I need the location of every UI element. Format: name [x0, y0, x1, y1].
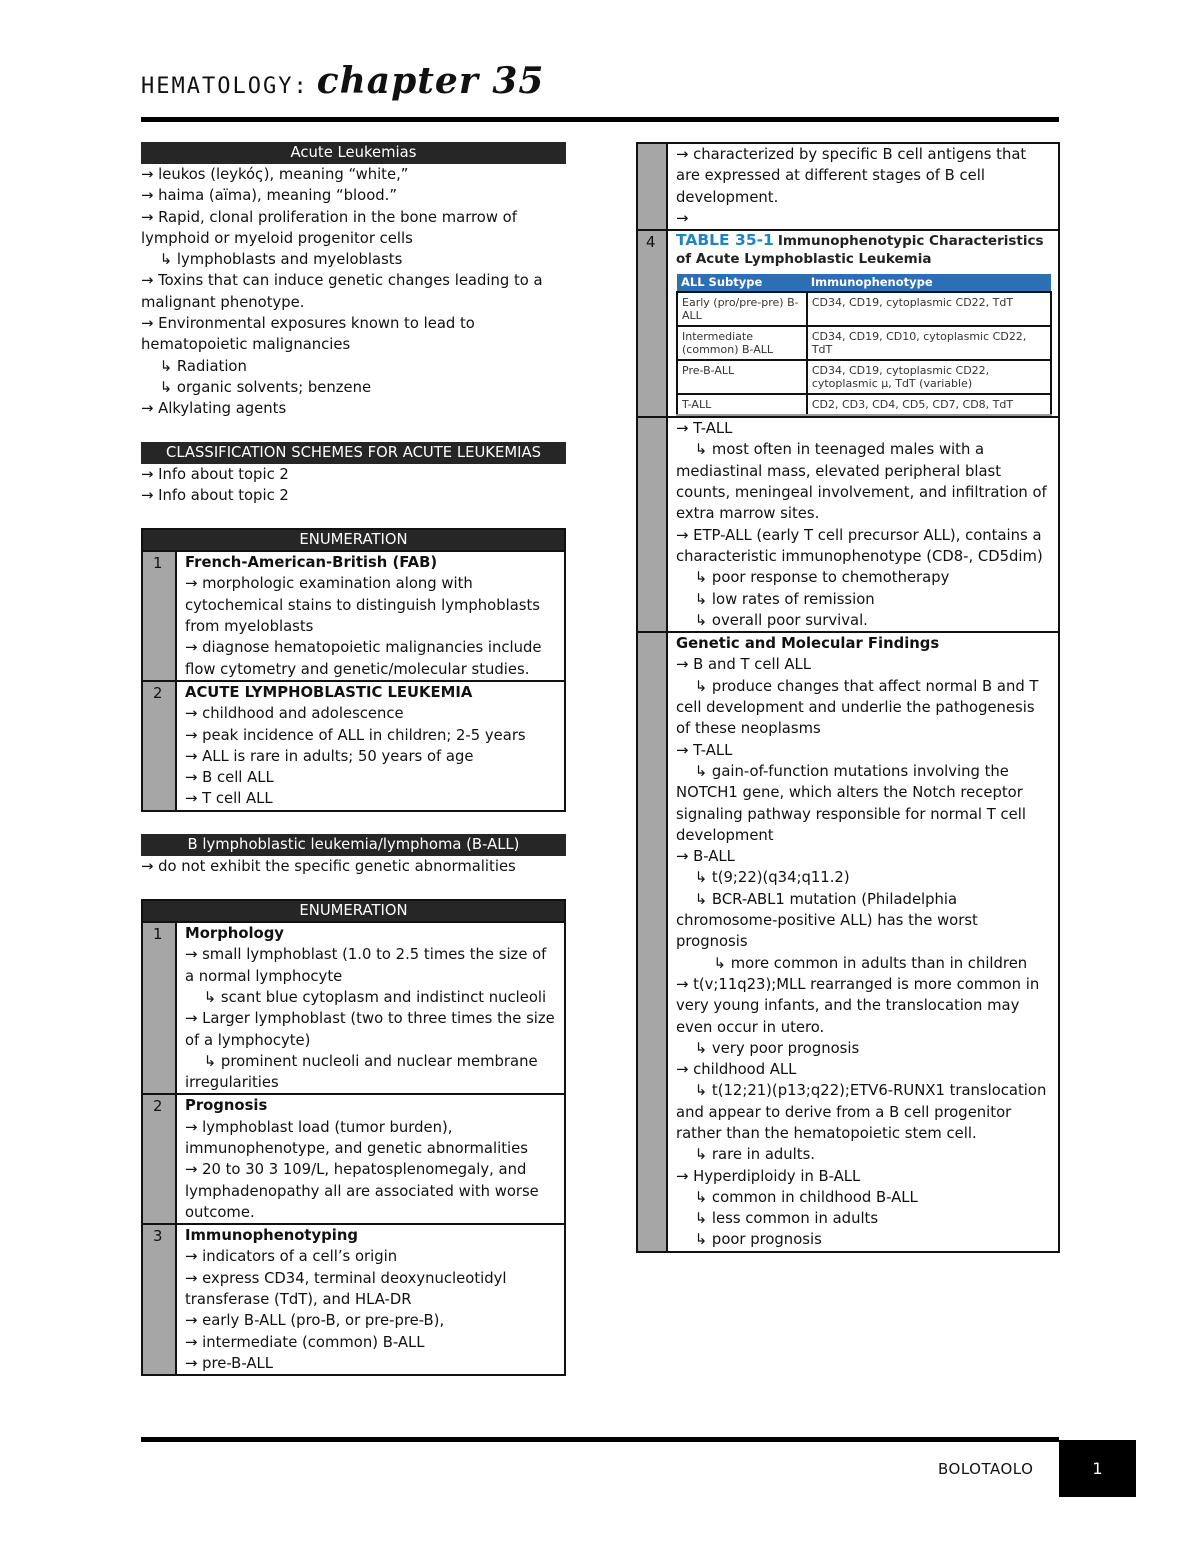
right-column: [636, 142, 1060, 1253]
row-text: → indicators of a cell’s origin → express CD34, terminal deoxynucleotidyl transferase (TdT), and HLA-DR → early B-ALL (pro-B, or pre-pre-B), → intermediate (common) B-ALL → pre-B-ALL: [185, 1248, 507, 1372]
table-cell: CD34, CD19, CD10, cytoplasmic CD22, TdT: [807, 326, 1051, 360]
row-text: → B and T cell ALL ↳ produce changes that affect normal B and T cell development and underlie the pathogenesis of these neoplasms → T-ALL ↳ gain-of-function mutations involving the NOTCH1 gene, which alters the Notch receptor signaling pathway responsible for normal T cell development → B-ALL ↳ t(9;22)(q34;q11.2) ↳ BCR-ABL1 mutation (Philadelphia chromosome-positive ALL) has the worst prognosis ↳ more common in adults than in children → t(v;11q23);MLL rearranged is more common in very young infants, and the translocation may even occur in utero. ↳ very poor prognosis → childhood ALL ↳ t(12;21)(p13;q22);ETV6-RUNX1 translocation and appear to derive from a B cell progenitor rather than the hematopoietic stem cell. ↳ rare in adults. → Hyperdiploidy in B-ALL ↳ common in childhood B-ALL ↳ less common in adults ↳ poor prognosis: [676, 656, 1047, 1249]
acute-leukemias-heading: Acute Leukemias: [141, 142, 566, 164]
table-row: [142, 922, 565, 1094]
table-cell: CD34, CD19, cytoplasmic CD22, cytoplasmic μ, TdT (variable): [807, 360, 1051, 394]
row-title: ACUTE LYMPHOBLASTIC LEUKEMIA: [185, 683, 473, 701]
footer-rule: [141, 1437, 1059, 1442]
row-title: Genetic and Molecular Findings: [676, 635, 940, 653]
classification-text: → Info about topic 2 → Info about topic 2: [141, 465, 289, 504]
table-row: [677, 326, 1051, 360]
row-title: Immunophenotyping: [185, 1227, 358, 1245]
title-prefix: HEMATOLOGY:: [141, 74, 309, 99]
title-main: chapter 35: [316, 60, 545, 102]
enumeration-table-2: [141, 899, 566, 1376]
row-text: → childhood and adolescence → peak incidence of ALL in children; 2-5 years → ALL is rare in adults; 50 years of age → B cell ALL → T cell ALL: [185, 705, 526, 808]
table-row: [677, 360, 1051, 394]
table-cell: CD2, CD3, CD4, CD5, CD7, CD8, TdT: [807, 394, 1051, 415]
page-title: [141, 60, 544, 102]
figure-table-35-1: [667, 230, 1059, 417]
row-number: 4: [637, 230, 667, 417]
table-row: [142, 681, 565, 811]
table-row: [142, 551, 565, 681]
figure-title: [676, 231, 1052, 268]
row-title: Morphology: [185, 925, 284, 943]
row-number: 1: [142, 551, 176, 681]
row-number: 3: [142, 1224, 176, 1375]
acute-leukemias-text: → leukos (leykóς), meaning “white,” → haima (aïma), meaning “blood.” → Rapid, clonal proliferation in the bone marrow of lymphoid or myeloid progenitor cells ↳ lymphoblasts and myeloblasts → Toxins that can induce genetic changes leading to a malignant phenotype. → Environmental exposures known to lead to hematopoietic malignancies ↳ Radiation ↳ organic solvents; benzene → Alkylating agents: [141, 166, 543, 418]
row-title: French-American-British (FAB): [185, 554, 438, 572]
figure-label: TABLE 35-1: [676, 231, 774, 250]
figure-caption: Immunophenotypic Characteristics of Acute Lymphoblastic Leukemia: [676, 233, 1044, 268]
table-cell: CD34, CD19, cytoplasmic CD22, TdT: [807, 292, 1051, 326]
footer-author: BOLOTAOLO: [938, 1460, 1034, 1478]
table-row: [637, 143, 1059, 230]
classification-heading: CLASSIFICATION SCHEMES FOR ACUTE LEUKEMIAS: [141, 442, 566, 464]
table-row: [637, 632, 1059, 1252]
row-text: → lymphoblast load (tumor burden), immunophenotype, and genetic abnormalities → 20 to 30 3 109/L, hepatosplenomegaly, and lymphadenopathy all are associated with worse outcome.: [185, 1118, 539, 1221]
table-row: [677, 292, 1051, 326]
table-row: [637, 230, 1059, 417]
row-text: → morphologic examination along with cytochemical stains to distinguish lymphoblasts from myeloblasts → diagnose hematopoietic malignancies include flow cytometry and genetic/molecular studies.: [185, 575, 542, 678]
row-text: → T-ALL ↳ most often in teenaged males with a mediastinal mass, elevated peripheral blast counts, meningeal involvement, and infiltration of extra marrow sites. → ETP-ALL (early T cell precursor ALL), contains a characteristic immunophenotype (CD8-, CD5dim) ↳ poor response to chemotherapy ↳ low rates of remission ↳ overall poor survival.: [676, 420, 1047, 629]
table-cell: Pre-B-ALL: [677, 360, 807, 394]
b-all-heading: B lymphoblastic leukemia/lymphoma (B-ALL): [141, 834, 566, 856]
table-row: [677, 394, 1051, 415]
row-number: 2: [142, 681, 176, 811]
enumeration-heading-2: ENUMERATION: [142, 900, 565, 922]
right-table: [636, 142, 1060, 1253]
column-header: ALL Subtype: [677, 274, 807, 292]
title-rule: [141, 117, 1059, 122]
left-column: [141, 142, 566, 1376]
b-all-text: → do not exhibit the specific genetic abnormalities: [141, 857, 516, 875]
row-number: 2: [142, 1094, 176, 1224]
enumeration-heading-1: ENUMERATION: [142, 529, 565, 551]
table-cell: T-ALL: [677, 394, 807, 415]
table-row: [142, 1224, 565, 1375]
immunophenotype-table: [676, 274, 1052, 416]
table-row: [637, 417, 1059, 632]
page-number: 1: [1059, 1440, 1136, 1497]
row-text: → characterized by specific B cell antigens that are expressed at different stages of B cell development. →: [676, 146, 1027, 227]
enumeration-table-1: [141, 528, 566, 812]
table-cell: Early (pro/pre-pre) B-ALL: [677, 292, 807, 326]
row-title: Prognosis: [185, 1097, 268, 1115]
column-header: Immunophenotype: [807, 274, 1051, 292]
table-row: [142, 1094, 565, 1224]
table-cell: Intermediate (common) B-ALL: [677, 326, 807, 360]
row-number: 1: [142, 922, 176, 1094]
row-text: → small lymphoblast (1.0 to 2.5 times the size of a normal lymphocyte ↳ scant blue cytoplasm and indistinct nucleoli → Larger lymphoblast (two to three times the size of a lymphocyte) ↳ prominent nucleoli and nuclear membrane irregularities: [185, 946, 555, 1092]
